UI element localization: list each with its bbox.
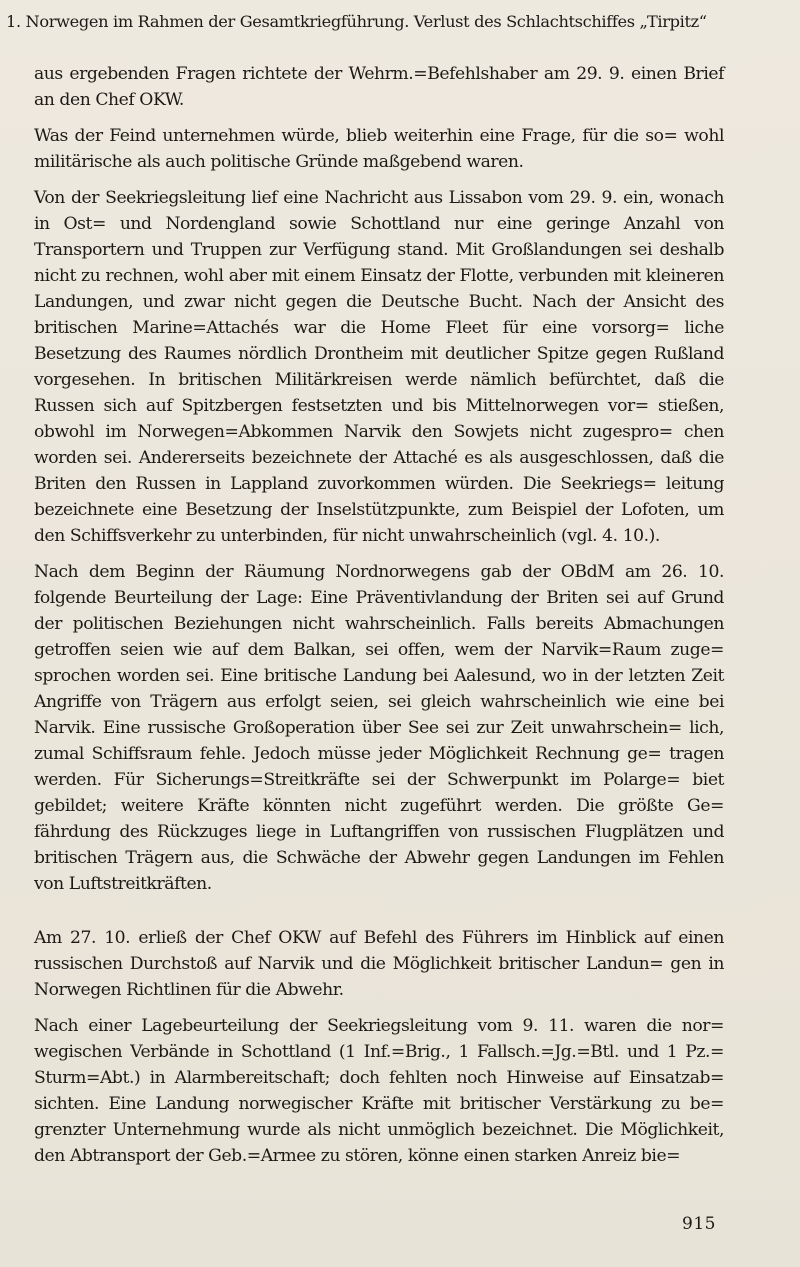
paragraph: Nach einer Lagebeurteilung der Seekriegsleitung vom 9. 11. waren die nor= wegischen Verbände in Schottland (1 Inf.=Brig., 1 Fallsch.=Jg.=Btl. und 1 Pz.= Sturm=Abt.) in Alarmbereitschaft; doch fehlten noch Hinweise auf Einsatzab= sichten. Eine Landung norwegischer Kräfte mit britischer Verstärkung zu be= grenzter Unternehmung wurde als nicht unmöglich bezeichnet. Die Möglichkeit, den Abtransport der Geb.=Armee zu stören, könne einen starken Anreiz bie= xyxy=(34,1016,724,1166)
show-through-text xyxy=(40,40,44,56)
paragraph: Am 27. 10. erließ der Chef OKW auf Befehl des Führers im Hinblick auf einen russischen Durchstoß auf Narvik und die Möglichkeit britischer Landun= gen in Norwegen Richtlinen für die Abwehr. xyxy=(34,928,724,1000)
body-text xyxy=(34,61,724,1179)
paragraph: Nach dem Beginn der Räumung Nordnorwegens gab der OBdM am 26. 10. folgende Beurteilung der Lage: Eine Präventivlandung der Briten sei auf Grund der politischen Beziehungen nicht wahrscheinlich. Falls bereits Abmachungen getroffen seien wie auf dem Balkan, sei offen, wem der Narvik=Raum zuge= sprochen worden sei. Eine britische Landung bei Aalesund, wo in der letzten Zeit Angriffe von Trägern aus erfolgt seien, sei gleich wahrscheinlich wie eine bei Narvik. Eine russische Großoperation über See sei zur Zeit unwahrschein= lich, zumal Schiffsraum fehle. Jedoch müsse jeder Möglichkeit Rechnung ge= tragen werden. Für Sicherungs=Streitkräfte sei der Schwerpunkt im Polarge= biet gebildet; weitere Kräfte könnten nicht zugeführt werden. Die größte Ge= fährdung des Rückzuges liege in Luftangriffen von russischen Flugplätzen und britischen Trägern aus, die Schwäche der Abwehr gegen Landungen im Fehlen von Luftstreitkräften. xyxy=(34,562,724,894)
running-head: 1. Norwegen im Rahmen der Gesamtkriegführung. Verlust des Schlachtschiffes „Tirpitz“ xyxy=(6,12,707,31)
paragraph: Was der Feind unternehmen würde, blieb weiterhin eine Frage, für die so= wohl militärische als auch politische Gründe maßgebend waren. xyxy=(34,126,724,172)
page-number: 915 xyxy=(682,1214,716,1234)
paragraph: Von der Seekriegsleitung lief eine Nachricht aus Lissabon vom 29. 9. ein, wonach in Ost= und Nordengland sowie Schottland nur eine geringe Anzahl von Transportern und Truppen zur Verfügung stand. Mit Großlandungen sei deshalb nicht zu rechnen, wohl aber mit einem Einsatz der Flotte, verbunden mit kleineren Landungen, und zwar nicht gegen die Deutsche Bucht. Nach der Ansicht des britischen Marine=Attachés war die Home Fleet für eine vorsorg= liche Besetzung des Raumes nördlich Drontheim mit deutlicher Spitze gegen Rußland vorgesehen. In britischen Militärkreisen werde nämlich befürchtet, daß die Russen sich auf Spitzbergen festsetzten und bis Mittelnorwegen vor= stießen, obwohl im Norwegen=Abkommen Narvik den Sowjets nicht zugespro= chen worden sei. Andererseits bezeichnete der Attaché es als ausgeschlossen, daß die Briten den Russen in Lappland zuvorkommen würden. Die Seekriegs= leitung bezeichnete eine Besetzung der Inselstützpunkte, zum Beispiel der Lofoten, um den Schiffsverkehr zu unterbinden, für nicht unwahrscheinlich (vgl. 4. 10.). xyxy=(34,188,724,546)
paragraph: aus ergebenden Fragen richtete der Wehrm.=Befehlshaber am 29. 9. einen Brief an den Chef OKW. xyxy=(34,64,724,110)
